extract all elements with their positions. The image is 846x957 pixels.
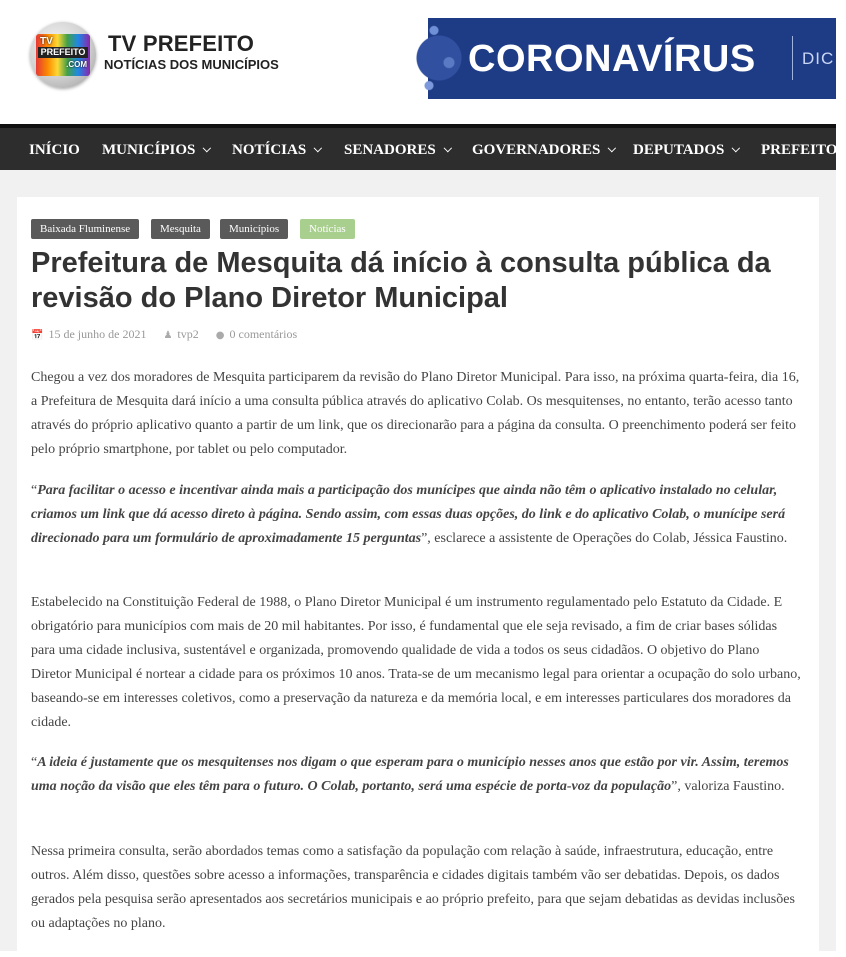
tag-noticias[interactable]: Notícias <box>300 219 355 239</box>
chevron-down-icon <box>314 144 322 152</box>
site-title[interactable]: TV PREFEITO <box>108 31 255 56</box>
chevron-down-icon <box>443 144 451 152</box>
meta-author[interactable] <box>163 327 198 342</box>
banner-title: CORONAVÍRUS <box>468 38 756 80</box>
tag-municipios[interactable]: Municípios <box>220 219 288 239</box>
quote-attribution: ”, esclarece a assistente de Operações do Colab, Jéssica Faustino. <box>421 531 788 546</box>
article-paragraph-3: Nessa primeira consulta, serão abordados temas como a satisfação da população com relação à saúde, infraestrutura, educação, entre outros. Além disso, questões sobre acesso a informações, transparência e cidades digitais também vão ser debatidas. Depois, os dados gerados pela pesquisa serão apresentados aos secretários municipais e ao próprio prefeito, para que sejam debatidas as devidas inclusões ou adaptações no plano. <box>31 844 795 931</box>
meta-comments-text: 0 comentários <box>229 327 298 341</box>
meta-date-text: 15 de junho de 2021 <box>48 327 147 341</box>
chevron-down-icon <box>608 144 616 152</box>
article-quote-1 <box>31 479 803 551</box>
tag-mesquita[interactable]: Mesquita <box>151 219 210 239</box>
nav-item-prefeitos[interactable] <box>761 128 846 170</box>
meta-comments[interactable] <box>216 327 297 342</box>
calendar-icon: 📅 <box>31 330 44 341</box>
site-header <box>0 0 836 124</box>
nav-label: DEPUTADOS <box>633 142 725 158</box>
article-title: Prefeitura de Mesquita dá início à consulta pública da revisão do Plano Diretor Municipal <box>31 247 771 314</box>
site-tagline: NOTÍCIAS DOS MUNICÍPIOS <box>104 57 279 72</box>
logo-prefeito-text: PREFEITO <box>38 47 88 58</box>
nav-label: MUNICÍPIOS <box>102 142 196 158</box>
coronavirus-banner[interactable] <box>428 18 836 99</box>
chevron-down-icon <box>203 144 211 152</box>
meta-author-text: tvp2 <box>177 327 199 341</box>
article-paragraph-1: Chegou a vez dos moradores de Mesquita participarem da revisão do Plano Diretor Municipal. Para isso, na próxima quarta-feira, dia 16, a Prefeitura de Mesquita dará início a uma consulta pública através do aplicativo Colab. Os mesquitenses, no entanto, terão acesso tanto através do próprio aplicativo quanto a partir de um link, que os direcionarão para a página da consulta. O preenchimento poderá ser feito pelo próprio smartphone, por tablet ou pelo computador. <box>31 370 800 457</box>
logo-badge <box>36 34 90 76</box>
banner-subtitle: DIC <box>802 49 835 68</box>
user-icon: ♟ <box>163 330 173 341</box>
nav-item-inicio[interactable] <box>29 128 80 170</box>
article-paragraph-2: Estabelecido na Constituição Federal de 1988, o Plano Diretor Municipal é um instrumento regulamentado pelo Estatuto da Cidade. E obrigatório para municípios com mais de 20 mil habitantes. Por isso, é fundamental que ele seja revisado, a fim de criar bases sólidas para uma cidade inclusiva, sustentável e organizada, promovendo qualidade de vida a todos os seus cidadãos. O objetivo do Plano Diretor Municipal é nortear a cidade para os próximos 10 anos. Trata-se de um mecanismo legal para orientar a ocupação do solo urbano, baseando-se em interesses coletivos, como a preservação da natureza e da memória local, e em interesses particulares dos moradores da cidade. <box>31 595 801 730</box>
logo-tv-text: TV <box>40 36 53 47</box>
chevron-down-icon <box>732 144 740 152</box>
nav-item-governadores[interactable] <box>472 128 612 170</box>
tag-baixada-fluminense[interactable]: Baixada Fluminense <box>31 219 139 239</box>
quote-emphasis: Para facilitar o acesso e incentivar ainda mais a participação dos munícipes que ainda não têm o aplicativo instalado no celular, criamos um link que dá acesso direto à página. Sendo assim, com essas duas opções, do link e do aplicativo Colab, o munícipe será direcionado para um formulário de aproximadamente 15 perguntas <box>31 483 786 546</box>
quote-attribution: ”, valoriza Faustino. <box>671 779 785 794</box>
nav-label: PREFEITOS <box>761 142 846 158</box>
nav-label: SENADORES <box>344 142 436 158</box>
nav-label: GOVERNADORES <box>472 142 601 158</box>
banner-divider <box>792 36 793 80</box>
nav-label: NOTÍCIAS <box>232 142 307 158</box>
quote-open: “ <box>31 755 38 770</box>
article-quote-2 <box>31 751 803 799</box>
nav-item-noticias[interactable] <box>232 128 318 170</box>
nav-item-deputados[interactable] <box>633 128 736 170</box>
quote-open: “ <box>31 483 38 498</box>
quote-emphasis: A ideia é justamente que os mesquitenses nos digam o que esperam para o município nesses anos que estão por vir. Assim, teremos uma noção da visão que eles têm para o futuro. O Colab, portanto, será uma espécie de porta-voz da população <box>31 755 789 794</box>
comment-icon: ● <box>215 330 225 341</box>
site-logo[interactable] <box>30 22 96 88</box>
virus-icon <box>414 12 464 104</box>
meta-date[interactable] <box>31 327 146 342</box>
main-nav <box>0 124 846 170</box>
nav-item-municipios[interactable] <box>102 128 207 170</box>
logo-com-text: .COM <box>66 60 87 69</box>
article-meta <box>31 327 311 342</box>
nav-label: INÍCIO <box>29 142 80 158</box>
nav-item-senadores[interactable] <box>344 128 448 170</box>
